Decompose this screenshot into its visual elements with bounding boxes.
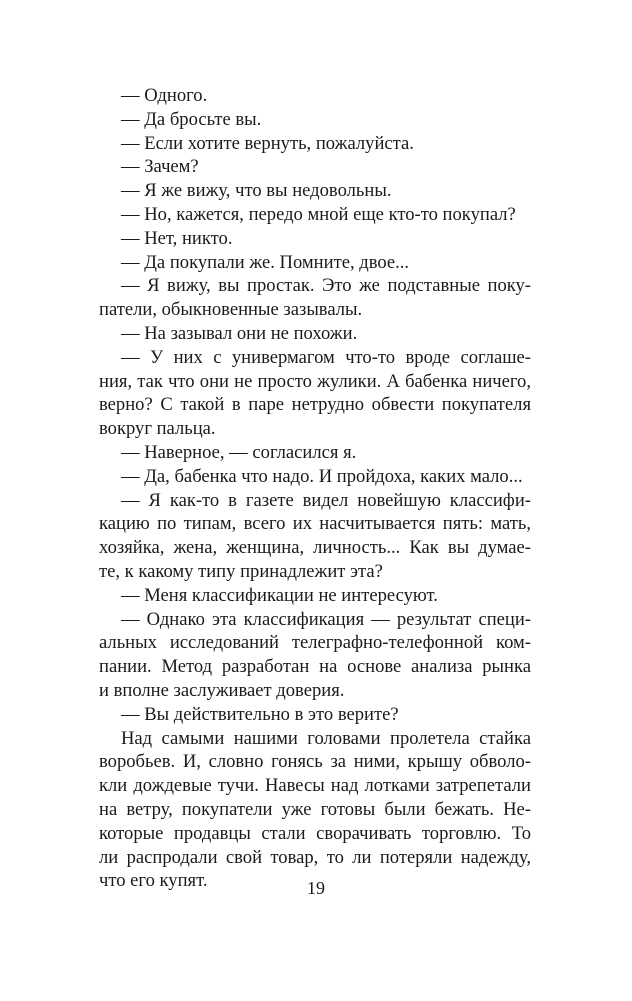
text-line: — Зачем? <box>121 156 199 178</box>
text-line: верно? С такой в паре нетрудно обвести покупателя <box>99 394 531 416</box>
text-line: хозяйка, жена, женщина, личность... Как вы думае- <box>99 537 531 559</box>
text-line: — У них с универмагом что-то вроде соглаше- <box>121 346 531 368</box>
text-line: пании. Метод разработан на основе анализа рынка <box>99 656 531 678</box>
text-line: — Вы действительно в это верите? <box>121 703 399 725</box>
text-line: вокруг пальца. <box>99 418 216 440</box>
text-line: альных исследований телеграфно-телефонной ком- <box>99 632 531 654</box>
text-line: что его купят. <box>99 870 208 892</box>
text-line: ния, так что они не просто жулики. А бабенка ничего, <box>99 370 531 392</box>
text-line: кли дождевые тучи. Навесы над лотками затрепетали <box>99 775 531 797</box>
text-line: — Да, бабенка что надо. И пройдоха, каких мало... <box>121 465 523 487</box>
text-line: — На зазывал они не похожи. <box>121 322 358 344</box>
text-line: те, к какому типу принадлежит эта? <box>99 560 383 582</box>
text-line: которые продавцы стали сворачивать торговлю. То <box>99 822 531 844</box>
text-line: — Одного. <box>121 85 208 106</box>
text-line: — Наверное, — согласился я. <box>121 441 357 463</box>
page-number: 19 <box>307 878 325 898</box>
text-line: — Нет, никто. <box>121 227 233 249</box>
text-line: — Меня классификации не интересуют. <box>121 584 438 606</box>
text-line: воробьев. И, словно гонясь за ними, крышу обволо- <box>99 751 531 773</box>
text-line: на ветру, покупатели уже готовы были бежать. Не- <box>99 798 531 820</box>
text-line: Над самыми нашими головами пролетела стайка <box>121 727 531 749</box>
text-line: — Да бросьте вы. <box>121 108 262 130</box>
text-line: — Я как-то в газете видел новейшую классифи- <box>121 489 531 511</box>
text-line: и вполне заслуживает доверия. <box>99 679 345 701</box>
text-line: — Но, кажется, передо мной еще кто-то покупал? <box>121 203 516 225</box>
text-line: — Я же вижу, что вы недовольны. <box>121 180 392 202</box>
text-line: кацию по типам, всего их насчитывается пять: мать, <box>99 513 531 535</box>
text-line: — Я вижу, вы простак. Это же подставные поку- <box>121 275 531 297</box>
text-line: — Если хотите вернуть, пожалуйста. <box>121 132 414 154</box>
text-line: патели, обыкновенные зазывалы. <box>99 299 363 321</box>
book-page-text <box>99 84 531 893</box>
text-line: — Да покупали же. Помните, двое... <box>121 251 410 273</box>
text-line: — Однако эта классификация — результат специ- <box>121 608 531 630</box>
text-line: ли распродали свой товар, то ли потеряли надежду, <box>99 846 531 868</box>
